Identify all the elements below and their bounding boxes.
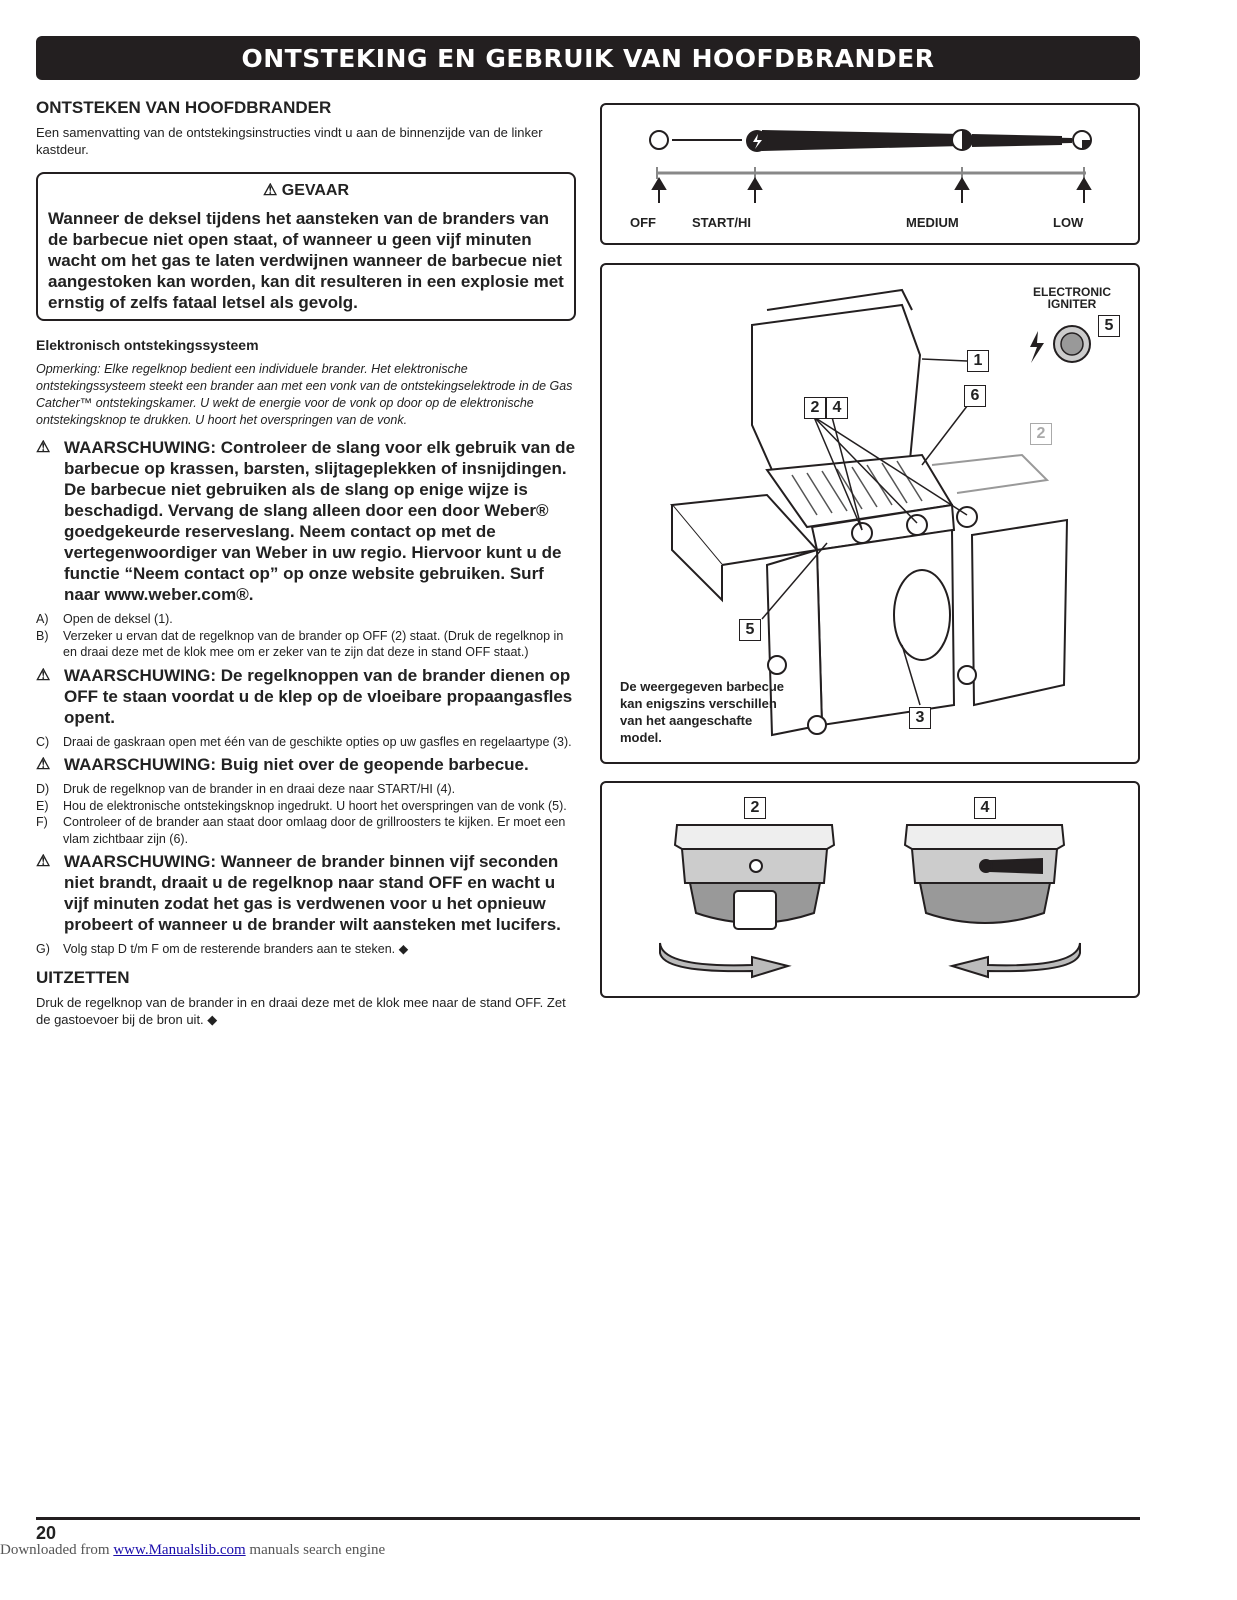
- danger-text: Wanneer de deksel tijdens het aansteken van de branders van de barbecue niet open staat, of wanneer u geen vijf minuten wacht om het gas te laten verdwijnen wanneer de barbecue niet aangestoken kan worden, kan dit resulteren in een explosie met ernstig of zelfs fataal letsel als gevolg.: [48, 209, 564, 312]
- warning-icon: ⚠: [36, 439, 51, 456]
- dial-label-off: OFF: [630, 215, 656, 230]
- step-label: E): [36, 798, 49, 813]
- warning-text: WAARSCHUWING: Wanneer de brander binnen vijf seconden niet brandt, draait u de regelknop naar stand OFF en wacht u vijf minuten zodat het gas is verdwenen voor u het opnieuw probeert of wanneer u de brander wilt aansteken met lucifers.: [64, 852, 561, 934]
- steps-def: [36, 781, 580, 847]
- step-text: Hou de elektronische ontstekingsknop ingedrukt. U hoort het overspringen van de vonk (5).: [63, 798, 567, 813]
- page-number: 20: [36, 1523, 57, 1543]
- callout-1: 1: [967, 350, 989, 372]
- step-item: [36, 798, 580, 815]
- step-text: Verzeker u ervan dat de regelknop van de brander op OFF (2) staat. (Druk de regelknop in en draai deze met de klok mee om er zeker van te zijn dat deze in stand OFF staat.): [63, 628, 564, 659]
- callout-2-grey: 2: [1030, 423, 1052, 445]
- knob-illustration: [602, 783, 1138, 996]
- warning-icon: ⚠: [36, 666, 51, 684]
- step-text: Druk de regelknop van de brander in en draai deze naar START/HI (4).: [63, 782, 456, 796]
- callout-4: 4: [826, 397, 848, 419]
- dial-label-start: START/HI: [692, 215, 751, 230]
- warning-lean: [36, 754, 580, 775]
- steps-g: [36, 941, 580, 958]
- knob-diagram: [600, 781, 1140, 998]
- intro-text: Een samenvatting van de ontstekingsinstructies vindt u aan de binnenzijde van de linker kastdeur.: [36, 125, 543, 157]
- manualslib-link[interactable]: www.Manualslib.com: [113, 1542, 246, 1558]
- step-item: [36, 734, 580, 751]
- step-label: G): [36, 942, 50, 956]
- step-item: [36, 941, 580, 958]
- section-title-lighting: ONTSTEKEN VAN HOOFDBRANDER: [36, 98, 332, 117]
- warning-knobs-off: [36, 665, 580, 728]
- dial-positions-graphic: [602, 105, 1138, 205]
- page-banner: ONTSTEKING EN GEBRUIK VAN HOOFDBRANDER: [36, 36, 1140, 80]
- warning-icon: ⚠: [36, 853, 51, 870]
- knob-callout-2: 2: [744, 797, 766, 819]
- model-caption: De weergegeven barbecue kan enigszins verschillen van het aangeschafte model.: [620, 679, 785, 745]
- step-text: Open de deksel (1).: [63, 612, 173, 626]
- knob-callout-4: 4: [974, 797, 996, 819]
- step-label: A): [36, 612, 49, 626]
- step-item: [36, 781, 580, 798]
- footer-prefix: Downloaded from: [0, 1542, 114, 1558]
- igniter-label: ELECTRONIC IGNITER: [1033, 285, 1111, 311]
- step-label: F): [36, 815, 48, 829]
- step-text: Controleer of de brander aan staat door omlaag door de grillroosters te kijken. Er moet een vlam zichtbaar zijn (6).: [63, 815, 566, 846]
- ignition-heading: Elektronisch ontstekingssysteem: [36, 337, 259, 353]
- callout-5-igniter: 5: [1098, 315, 1120, 337]
- danger-title: ⚠ GEVAAR: [262, 182, 350, 199]
- ignition-note: Opmerking: Elke regelknop bedient een individuele brander. Het elektronische ontstekingssysteem steekt een brander aan met een vonk van de ontstekingselektrode in de Gas Catcher™ ontstekingskamer. U wekt de energie voor de vonk op door op de elektronische ontstekingsknop te drukken. U hoort het overspringen van de vonk.: [36, 362, 573, 427]
- step-item: [36, 611, 580, 628]
- warning-icon: ⚠: [36, 756, 51, 773]
- warning-text: WAARSCHUWING: Buig niet over de geopende barbecue.: [64, 755, 529, 774]
- dial-positions-diagram: [600, 103, 1140, 245]
- steps-c: [36, 734, 580, 751]
- grill-diagram: [600, 263, 1140, 764]
- step-label: C): [36, 734, 50, 749]
- warning-text: WAARSCHUWING: De regelknoppen van de brander dienen op OFF te staan voordat u de klep op de vloeibare propaangasfles opent.: [64, 665, 573, 727]
- step-text: Draai de gaskraan open met één van de geschikte opties op uw gasfles en regelaartype (3).: [63, 734, 572, 749]
- callout-5: 5: [739, 619, 761, 641]
- step-label: D): [36, 782, 50, 796]
- step-item: [36, 628, 580, 661]
- footer-suffix: manuals search engine: [245, 1542, 386, 1558]
- section-title-off: UITZETTEN: [36, 967, 130, 987]
- dial-label-low: LOW: [1053, 215, 1084, 230]
- callout-2: 2: [804, 397, 826, 419]
- dial-label-medium: MEDIUM: [906, 215, 959, 230]
- download-footer: [0, 1542, 385, 1559]
- step-text: Volg stap D t/m F om de resterende branders aan te steken. ◆: [63, 942, 409, 956]
- warning-hose: [36, 437, 580, 605]
- callout-6: 6: [964, 385, 986, 407]
- warning-no-ignite: [36, 851, 580, 935]
- steps-ab: [36, 611, 580, 661]
- warning-text: WAARSCHUWING: Controleer de slang voor elk gebruik van de barbecue op krassen, barsten, slijtageplekken of insnijdingen. De barbecue niet gebruiken als de slang op enige wijze is beschadigd. Vervang de slang alleen door een door Weber® goedgekeurde reserveslang. Neem contact op met de vertegenwoordiger van Weber in uw regio. Hiervoor kunt u de functie “Neem contact op” op onze website gebruiken. Surf naar www.weber.com®.: [64, 438, 576, 604]
- danger-box: [36, 172, 576, 321]
- footer-rule: [36, 1517, 1140, 1520]
- step-label: B): [36, 628, 49, 643]
- left-column: [36, 98, 580, 1028]
- off-text: Druk de regelknop van de brander in en draai deze met de klok mee naar de stand OFF. Zet de gastoevoer bij de bron uit. ◆: [36, 994, 566, 1027]
- callout-3: 3: [909, 707, 931, 729]
- step-item: [36, 814, 580, 847]
